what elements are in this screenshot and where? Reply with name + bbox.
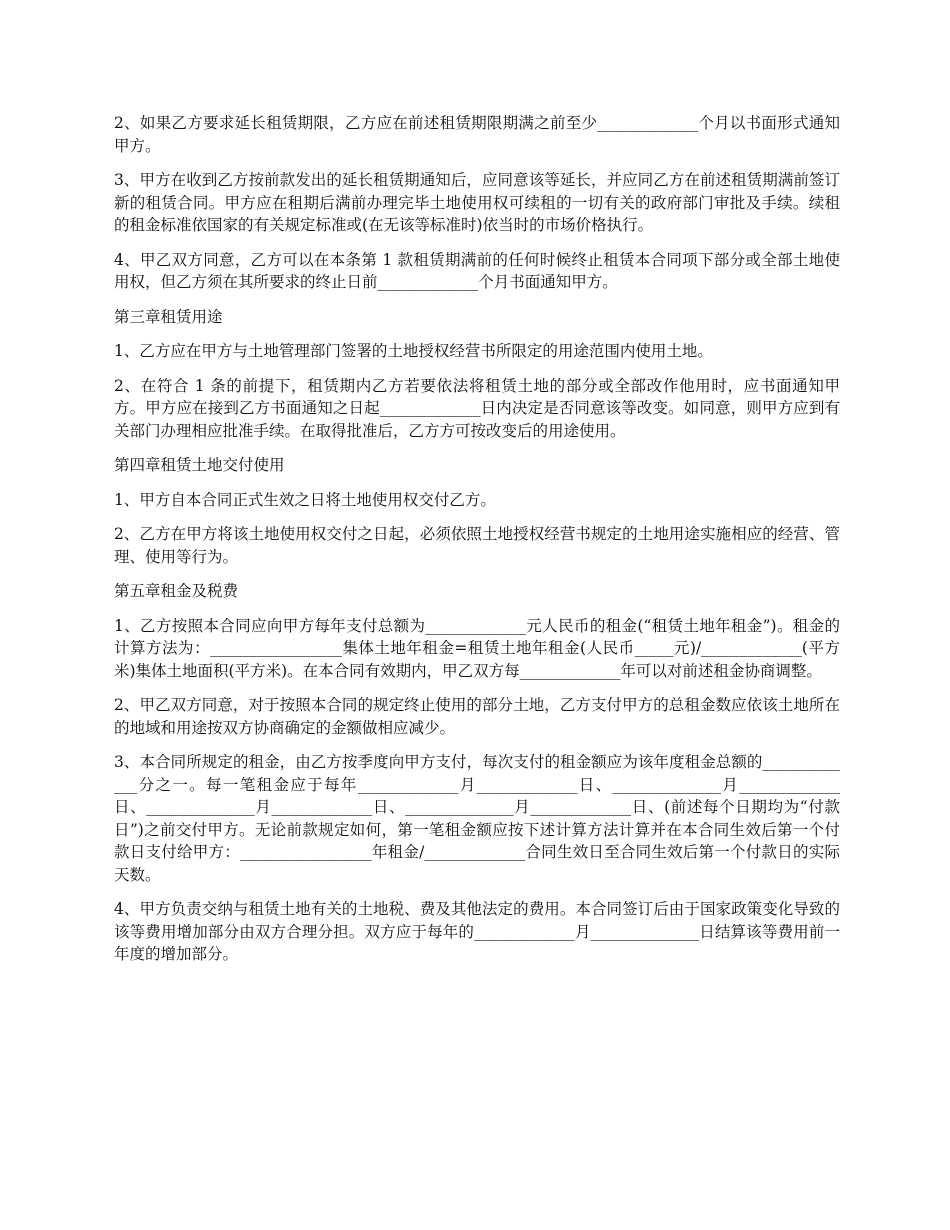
document-body: [114, 112, 840, 978]
chapter-5-clause-1: 1、乙方按照本合同应向甲方每年支付总额为_____________元人民币的租金(“租赁土地年租金”)。租金的计算方法为：_________________集体土地年租金=租赁土地年租金(人民币_____元)/_____________(平方米)集体土地面积(平方米)。在本合同有效期内，甲乙双方每_____________年可以对前述租金协商调整。: [114, 616, 840, 680]
chapter-3-clause-2: 2、在符合 1 条的前提下，租赁期内乙方若要依法将租赁土地的部分或全部改作他用时，应书面通知甲方。甲方应在接到乙方书面通知之日起_____________日内决定是否同意该等改变。如同意，则甲方应到有关部门办理相应批准手续。在取得批准后，乙方方可按改变后的用途使用。: [114, 376, 840, 440]
chapter-3-heading: 第三章租赁用途: [114, 307, 223, 326]
chapter-3-clause-1: 1、乙方应在甲方与土地管理部门签署的土地授权经营书所限定的用途范围内使用土地。: [114, 342, 713, 360]
chapter-4-clause-2: 2、乙方在甲方将该土地使用权交付之日起，必须依照土地授权经营书规定的土地用途实施相应的经营、管理、使用等行为。: [114, 525, 840, 566]
chapter-4-clause-1: 1、甲方自本合同正式生效之日将土地使用权交付乙方。: [114, 490, 496, 509]
chapter-5-heading: 第五章租金及税费: [114, 582, 239, 600]
chapter-4-heading: 第四章租赁土地交付使用: [114, 456, 285, 474]
clause-3-renewal: 3、甲方在收到乙方按前款发出的延长租赁期通知后，应同意该等延长，并应同乙方在前述租赁期满前签订新的租赁合同。甲方应在租期后满前办理完毕土地使用权可续租的一切有关的政府部门审批及手续。续租的租金标准依国家的有关规定标准或(在无该等标准时)依当时的市场价格执行。: [114, 171, 840, 234]
clause-2-extension-notice: 2、如果乙方要求延长租赁期限，乙方应在前述租赁期限期满之前至少_____________个月以书面形式通知甲方。: [114, 114, 840, 155]
clause-4-early-termination: 4、甲乙双方同意，乙方可以在本条第 1 款租赁期满前的任何时候终止租赁本合同项下部分或全部土地使用权，但乙方须在其所要求的终止日前_____________个月书面通知甲方。: [114, 250, 840, 291]
chapter-5-clause-4: 4、甲方负责交纳与租赁土地有关的土地税、费及其他法定的费用。本合同签订后由于国家政策变化导致的该等费用增加部分由双方合理分担。双方应于每年的_____________月______________日结算该等费用前一年度的增加部分。: [114, 900, 840, 963]
chapter-5-clause-2: 2、甲乙双方同意，对于按照本合同的规定终止使用的部分土地，乙方支付甲方的总租金数应依该土地所在的地域和用途按双方协商确定的金额做相应减少。: [114, 696, 840, 737]
chapter-5-clause-3: 3、本合同所规定的租金，由乙方按季度向甲方支付，每次支付的租金额应为该年度租金总额的_____________分之一。每一笔租金应于每年_____________月_____________日、______________月_____________日、______________月_____________日、______________月_____________日、(前述每个日期均为“付款日”)之前交付甲方。无论前款规定如何，第一笔租金额应按下述计算方法计算并在本合同生效后第一个付款日支付给甲方：_________________年租金/_____________合同生效日至合同生效后第一个付款日的实际天数。: [114, 753, 840, 884]
